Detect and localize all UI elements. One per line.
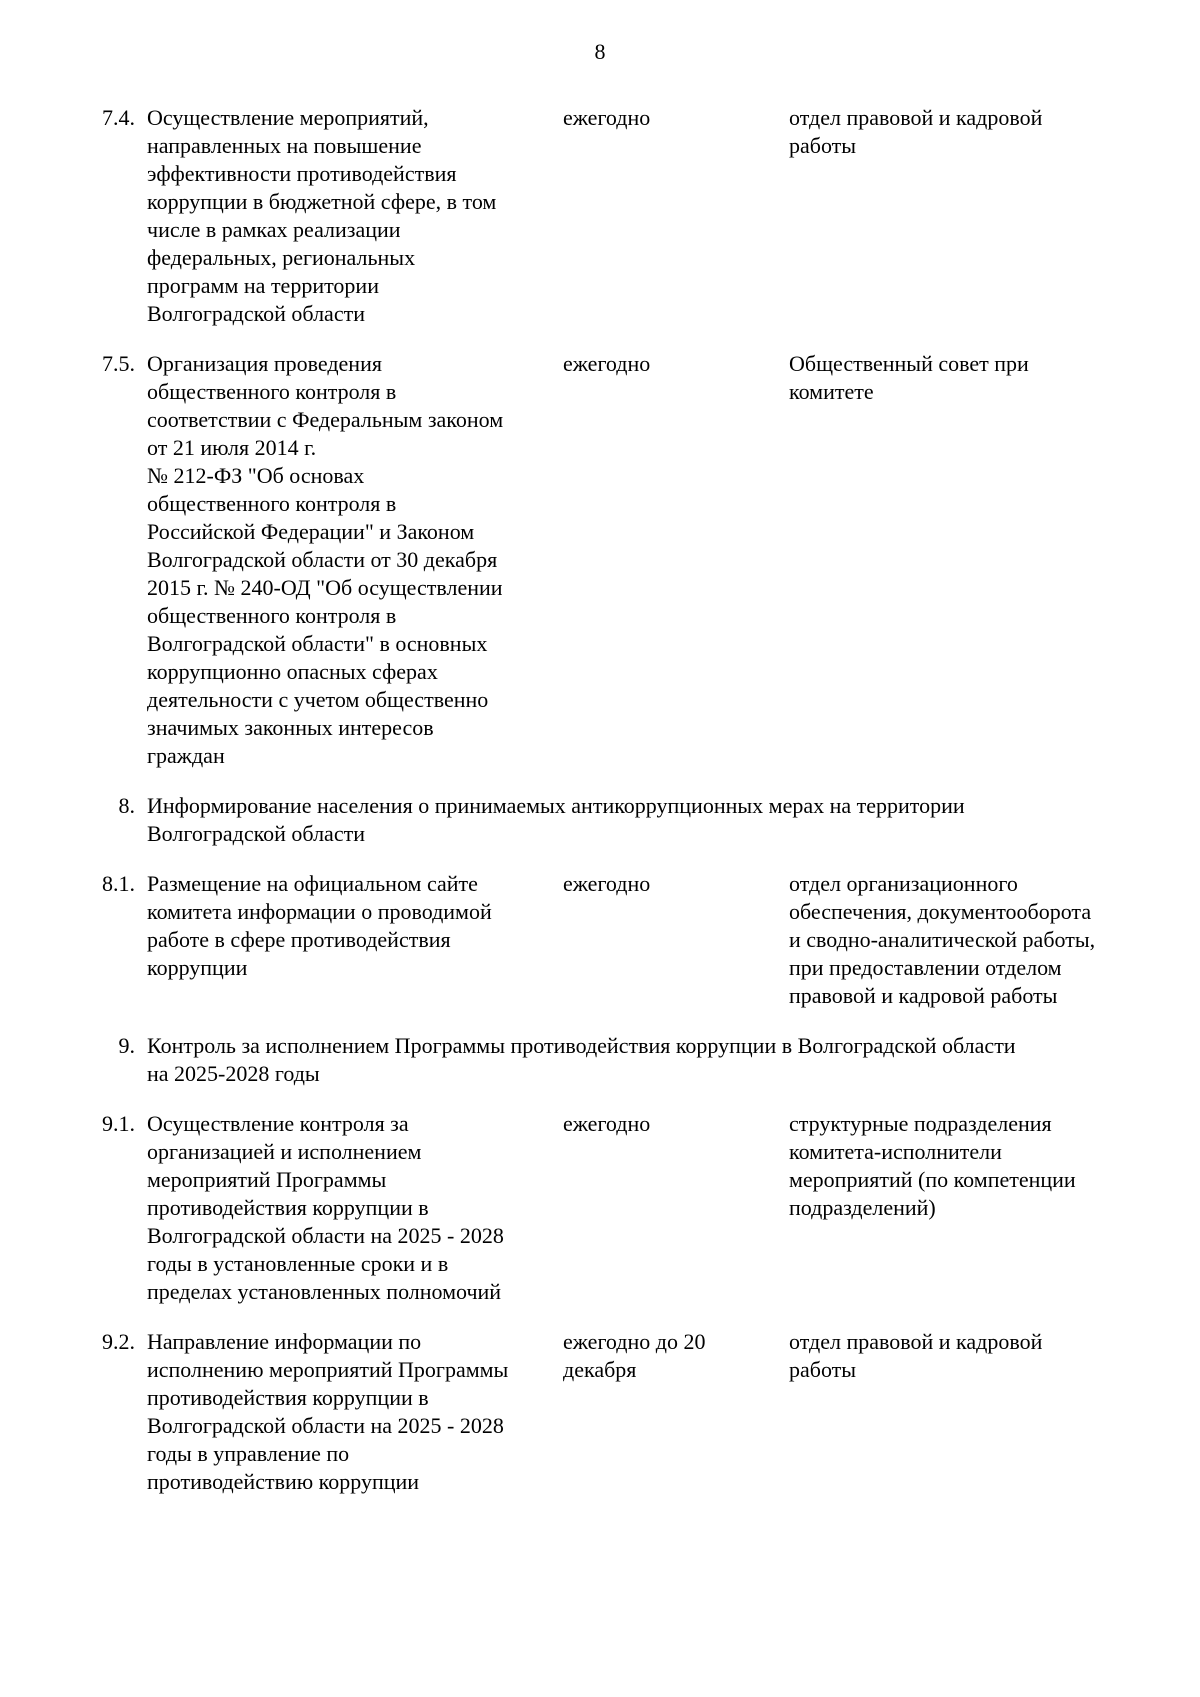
row-term: ежегодно <box>563 871 651 896</box>
section-heading-8 <box>80 792 1140 848</box>
row-number: 7.4. <box>102 105 135 130</box>
row-number: 9.2. <box>102 1329 135 1354</box>
row-description: Осуществление контроля за организацией и исполнением мероприятий Программы противодействия коррупции в Волгоградской области на 2025 - 2028 годы в установленные сроки и в пределах установленных полномочий <box>147 1111 504 1304</box>
row-number: 9.1. <box>102 1111 135 1136</box>
section-title: Контроль за исполнением Программы противодействия коррупции в Волгоградской области на 2025-2028 годы <box>147 1033 1016 1086</box>
row-description: Организация проведения общественного контроля в соответствии с Федеральным законом от 21 июля 2014 г. № 212-ФЗ "Об основах общественного контроля в Российской Федерации" и Законом Волгоградской области от 30 декабря 2015 г. № 240-ОД "Об осуществлении общественного контроля в Волгоградской области" в основных коррупционно опасных сферах деятельности с учетом общественно значимых законных интересов граждан <box>147 351 504 768</box>
section-number: 8. <box>118 793 135 818</box>
row-responsible: отдел организационного обеспечения, документооборота и сводно-аналитической работы, при предоставлении отделом правовой и кадровой работы <box>789 871 1096 1008</box>
table-row <box>80 1110 1140 1306</box>
row-responsible: отдел правовой и кадровой работы <box>789 105 1043 158</box>
table-row <box>80 104 1140 328</box>
row-description: Осуществление мероприятий, направленных на повышение эффективности противодействия коррупции в бюджетной сфере, в том числе в рамках реализации федеральных, региональных программ на территории Волгоградской области <box>147 105 497 326</box>
row-term: ежегодно <box>563 351 651 376</box>
row-responsible: Общественный совет при комитете <box>789 351 1029 404</box>
page-number: 8 <box>594 39 606 64</box>
row-responsible: отдел правовой и кадровой работы <box>789 1329 1043 1382</box>
section-title: Информирование населения о принимаемых антикоррупционных мерах на территории Волгоградской области <box>147 793 965 846</box>
table-row <box>80 1328 1140 1496</box>
row-number: 8.1. <box>102 871 135 896</box>
table-row <box>80 870 1140 1010</box>
section-heading-9 <box>80 1032 1140 1088</box>
row-description: Направление информации по исполнению мероприятий Программы противодействия коррупции в Волгоградской области на 2025 - 2028 годы в управление по противодействию коррупции <box>147 1329 509 1494</box>
row-responsible: структурные подразделения комитета-исполнители мероприятий (по компетенции подразделений) <box>789 1111 1076 1220</box>
table-row <box>80 350 1140 770</box>
row-description: Размещение на официальном сайте комитета информации о проводимой работе в сфере противодействия коррупции <box>147 871 492 980</box>
row-term: ежегодно <box>563 105 651 130</box>
row-term: ежегодно до 20 декабря <box>563 1329 706 1382</box>
section-number: 9. <box>118 1033 135 1058</box>
measures-table <box>80 104 1140 1518</box>
row-term: ежегодно <box>563 1111 651 1136</box>
row-number: 7.5. <box>102 351 135 376</box>
